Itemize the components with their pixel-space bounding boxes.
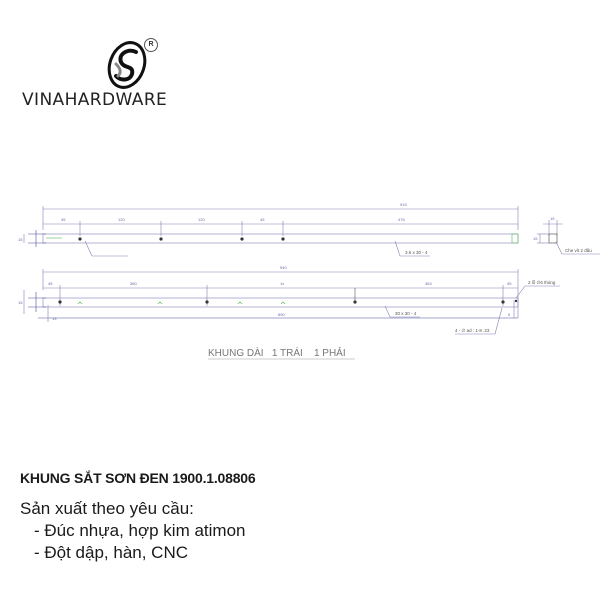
- product-line-intro: Sản xuất theo yêu cầu:: [20, 499, 194, 518]
- frame-top-seg-dim-2: 120: [118, 217, 125, 222]
- frame-bottom-bottom-dim: 890: [278, 312, 285, 317]
- drawing-caption: KHUNG DÀI 1 TRÁI 1 PHẢI: [208, 348, 346, 359]
- brand-name: VINAHARDWARE: [22, 90, 168, 110]
- frame-bottom-left-small-dim: 13: [52, 316, 57, 321]
- side-profile-width: 15: [550, 216, 555, 221]
- frame-top-seg-dim-4: 45: [260, 217, 265, 222]
- frame-bottom: [24, 269, 560, 334]
- frame-top-holes: [78, 237, 284, 240]
- frame-bottom-overall-dim: 940: [280, 265, 287, 270]
- frame-bottom-seg-dim-2: 360: [130, 281, 137, 286]
- product-info: [20, 470, 580, 564]
- product-line-stamping: - Đột dập, hàn, CNC: [34, 543, 189, 562]
- frame-top-leader-note: 3.6 x 30 - 4: [405, 250, 428, 255]
- frame-top: [24, 206, 518, 256]
- frame-bottom-holes: [58, 300, 517, 304]
- product-line-casting: - Đúc nhựa, hợp kim atimon: [34, 521, 246, 540]
- frame-top-overall-dim: 915: [400, 202, 407, 207]
- frame-bottom-green-marks: [78, 302, 285, 304]
- frame-bottom-leader-note-1: 30 x 30 - 4: [395, 311, 417, 316]
- frame-bottom-seg-dim-5: 45: [507, 281, 512, 286]
- side-profile-height: 15: [533, 236, 538, 241]
- frame-bottom-seg-dim-3: 1x: [280, 281, 285, 286]
- frame-bottom-right-dim: 5: [508, 312, 511, 317]
- frame-top-left-dim: 15: [18, 237, 23, 242]
- frame-top-seg-dim-3: 120: [198, 217, 205, 222]
- side-profile-note: Che vít 2 đầu: [565, 248, 592, 253]
- registered-mark: R: [144, 38, 158, 52]
- frame-bottom-right-note: 2 lỗ ∅6 thủng: [528, 280, 556, 285]
- frame-bottom-left-dim: 15: [18, 300, 23, 305]
- frame-bottom-seg-dim-4: 363: [425, 281, 432, 286]
- frame-top-seg-dim-1: 45: [61, 217, 66, 222]
- product-title: KHUNG SẮT SƠN ĐEN 1900.1.08806: [20, 470, 256, 486]
- frame-top-seg-dim-5: 476: [398, 217, 405, 222]
- technical-drawing: [0, 190, 600, 370]
- brand-logo: [22, 16, 212, 110]
- frame-bottom-seg-dim-1: 45: [48, 281, 53, 286]
- frame-bottom-leader-note-2: 4 - ∅ ad : 1-8 .23: [455, 328, 490, 333]
